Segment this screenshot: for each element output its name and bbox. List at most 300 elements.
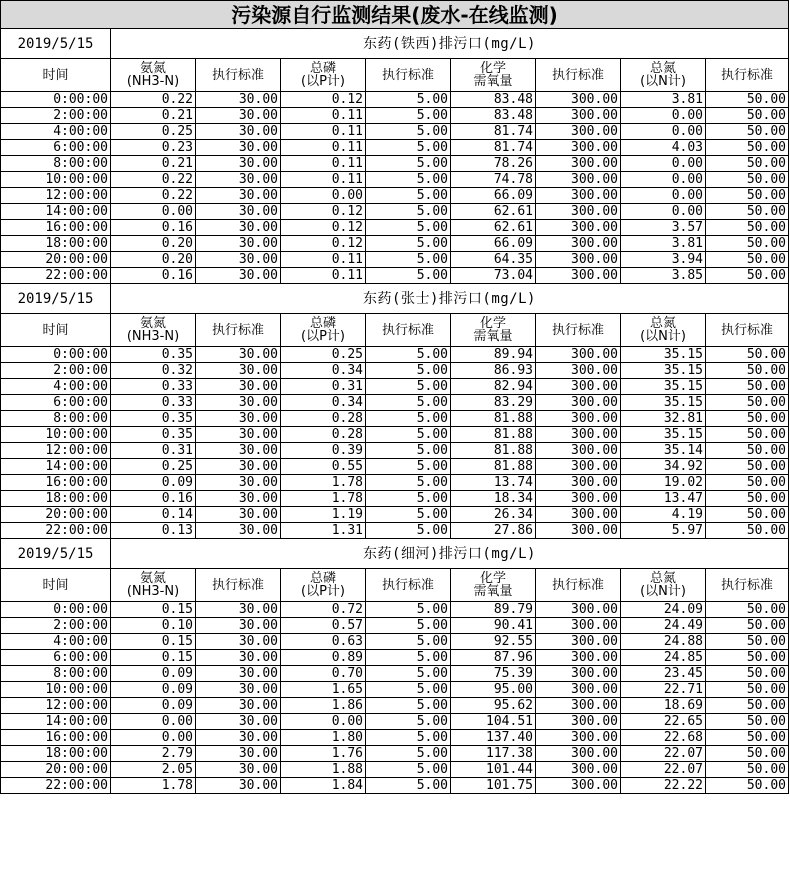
table-row bbox=[1, 363, 789, 379]
column-header bbox=[451, 314, 536, 347]
time-cell: 20:00:00 bbox=[1, 252, 111, 268]
value-cell: 0.09 bbox=[111, 666, 196, 682]
column-header-line1: 执行标准 bbox=[211, 322, 264, 338]
value-cell: 50.00 bbox=[706, 204, 789, 220]
value-cell: 1.78 bbox=[111, 778, 196, 794]
value-cell: 22.07 bbox=[621, 746, 706, 762]
value-cell: 5.00 bbox=[366, 108, 451, 124]
value-cell: 300.00 bbox=[536, 778, 621, 794]
value-cell: 300.00 bbox=[536, 698, 621, 714]
table-row bbox=[1, 459, 789, 475]
value-cell: 30.00 bbox=[196, 746, 281, 762]
table-row bbox=[1, 507, 789, 523]
column-header-row bbox=[1, 569, 789, 602]
value-cell: 0.22 bbox=[111, 92, 196, 108]
value-cell: 24.88 bbox=[621, 634, 706, 650]
value-cell: 0.00 bbox=[621, 188, 706, 204]
column-header-line1: 氨氮 bbox=[139, 61, 166, 76]
value-cell: 5.00 bbox=[366, 252, 451, 268]
value-cell: 50.00 bbox=[706, 252, 789, 268]
value-cell: 300.00 bbox=[536, 395, 621, 411]
value-cell: 0.09 bbox=[111, 475, 196, 491]
column-header bbox=[706, 569, 789, 602]
column-header-line1: 氨氮 bbox=[139, 571, 166, 586]
time-cell: 16:00:00 bbox=[1, 220, 111, 236]
time-cell: 16:00:00 bbox=[1, 475, 111, 491]
value-cell: 0.00 bbox=[281, 188, 366, 204]
table-row bbox=[1, 523, 789, 539]
value-cell: 117.38 bbox=[451, 746, 536, 762]
value-cell: 5.00 bbox=[366, 427, 451, 443]
table-row bbox=[1, 347, 789, 363]
column-header bbox=[451, 569, 536, 602]
value-cell: 5.00 bbox=[366, 236, 451, 252]
value-cell: 0.33 bbox=[111, 379, 196, 395]
section-date: 2019/5/15 bbox=[1, 284, 111, 314]
value-cell: 30.00 bbox=[196, 634, 281, 650]
value-cell: 50.00 bbox=[706, 762, 789, 778]
value-cell: 0.28 bbox=[281, 411, 366, 427]
value-cell: 90.41 bbox=[451, 618, 536, 634]
value-cell: 300.00 bbox=[536, 363, 621, 379]
value-cell: 30.00 bbox=[196, 778, 281, 794]
value-cell: 1.65 bbox=[281, 682, 366, 698]
column-header-line1: 执行标准 bbox=[720, 322, 773, 338]
value-cell: 30.00 bbox=[196, 730, 281, 746]
column-header bbox=[111, 314, 196, 347]
column-header-line1: 总氮 bbox=[649, 316, 676, 331]
value-cell: 1.19 bbox=[281, 507, 366, 523]
value-cell: 0.15 bbox=[111, 602, 196, 618]
value-cell: 30.00 bbox=[196, 762, 281, 778]
value-cell: 30.00 bbox=[196, 427, 281, 443]
value-cell: 1.80 bbox=[281, 730, 366, 746]
value-cell: 1.84 bbox=[281, 778, 366, 794]
value-cell: 300.00 bbox=[536, 666, 621, 682]
column-header-line1: 执行标准 bbox=[551, 577, 604, 593]
value-cell: 5.00 bbox=[366, 172, 451, 188]
table-row bbox=[1, 92, 789, 108]
column-header bbox=[706, 314, 789, 347]
value-cell: 0.16 bbox=[111, 220, 196, 236]
value-cell: 50.00 bbox=[706, 92, 789, 108]
value-cell: 0.10 bbox=[111, 618, 196, 634]
table-row bbox=[1, 252, 789, 268]
value-cell: 35.15 bbox=[621, 379, 706, 395]
section-header-row bbox=[1, 539, 789, 569]
value-cell: 19.02 bbox=[621, 475, 706, 491]
value-cell: 30.00 bbox=[196, 698, 281, 714]
value-cell: 0.13 bbox=[111, 523, 196, 539]
column-header bbox=[366, 569, 451, 602]
value-cell: 0.25 bbox=[111, 459, 196, 475]
value-cell: 22.68 bbox=[621, 730, 706, 746]
column-header bbox=[1, 569, 111, 602]
value-cell: 0.63 bbox=[281, 634, 366, 650]
value-cell: 13.47 bbox=[621, 491, 706, 507]
value-cell: 30.00 bbox=[196, 188, 281, 204]
column-header-line2: (以P计) bbox=[301, 329, 345, 344]
value-cell: 5.00 bbox=[366, 730, 451, 746]
section-outlet-title: 东药(铁西)排污口(mg/L) bbox=[111, 29, 789, 59]
value-cell: 35.15 bbox=[621, 395, 706, 411]
value-cell: 0.31 bbox=[111, 443, 196, 459]
value-cell: 5.00 bbox=[366, 634, 451, 650]
value-cell: 0.21 bbox=[111, 108, 196, 124]
value-cell: 1.78 bbox=[281, 491, 366, 507]
value-cell: 50.00 bbox=[706, 475, 789, 491]
value-cell: 81.74 bbox=[451, 124, 536, 140]
value-cell: 5.00 bbox=[366, 602, 451, 618]
table-row bbox=[1, 172, 789, 188]
value-cell: 4.03 bbox=[621, 140, 706, 156]
value-cell: 300.00 bbox=[536, 762, 621, 778]
table-row bbox=[1, 618, 789, 634]
value-cell: 4.19 bbox=[621, 507, 706, 523]
value-cell: 30.00 bbox=[196, 156, 281, 172]
table-row bbox=[1, 188, 789, 204]
column-header bbox=[196, 59, 281, 92]
value-cell: 300.00 bbox=[536, 172, 621, 188]
value-cell: 0.00 bbox=[621, 156, 706, 172]
time-cell: 12:00:00 bbox=[1, 188, 111, 204]
value-cell: 50.00 bbox=[706, 714, 789, 730]
value-cell: 30.00 bbox=[196, 682, 281, 698]
value-cell: 0.00 bbox=[621, 124, 706, 140]
value-cell: 0.25 bbox=[281, 347, 366, 363]
title-row bbox=[1, 1, 789, 29]
value-cell: 300.00 bbox=[536, 443, 621, 459]
time-cell: 16:00:00 bbox=[1, 730, 111, 746]
section-header-row bbox=[1, 29, 789, 59]
value-cell: 22.07 bbox=[621, 762, 706, 778]
time-cell: 18:00:00 bbox=[1, 746, 111, 762]
value-cell: 22.71 bbox=[621, 682, 706, 698]
column-header-line1: 化学 bbox=[479, 316, 506, 331]
column-header-line2: (以N计) bbox=[640, 584, 686, 599]
table-row bbox=[1, 236, 789, 252]
value-cell: 50.00 bbox=[706, 156, 789, 172]
value-cell: 2.05 bbox=[111, 762, 196, 778]
value-cell: 18.34 bbox=[451, 491, 536, 507]
value-cell: 26.34 bbox=[451, 507, 536, 523]
value-cell: 50.00 bbox=[706, 188, 789, 204]
table-row bbox=[1, 746, 789, 762]
value-cell: 0.57 bbox=[281, 618, 366, 634]
value-cell: 300.00 bbox=[536, 475, 621, 491]
value-cell: 32.81 bbox=[621, 411, 706, 427]
value-cell: 5.00 bbox=[366, 459, 451, 475]
column-header-row bbox=[1, 59, 789, 92]
value-cell: 22.22 bbox=[621, 778, 706, 794]
column-header bbox=[621, 59, 706, 92]
value-cell: 300.00 bbox=[536, 634, 621, 650]
time-cell: 4:00:00 bbox=[1, 379, 111, 395]
value-cell: 64.35 bbox=[451, 252, 536, 268]
value-cell: 137.40 bbox=[451, 730, 536, 746]
column-header-line1: 执行标准 bbox=[381, 577, 434, 593]
time-cell: 22:00:00 bbox=[1, 523, 111, 539]
value-cell: 300.00 bbox=[536, 682, 621, 698]
value-cell: 5.00 bbox=[366, 443, 451, 459]
value-cell: 30.00 bbox=[196, 268, 281, 284]
value-cell: 30.00 bbox=[196, 92, 281, 108]
time-cell: 10:00:00 bbox=[1, 172, 111, 188]
value-cell: 30.00 bbox=[196, 379, 281, 395]
value-cell: 300.00 bbox=[536, 411, 621, 427]
value-cell: 50.00 bbox=[706, 395, 789, 411]
table-row bbox=[1, 204, 789, 220]
value-cell: 83.48 bbox=[451, 108, 536, 124]
value-cell: 30.00 bbox=[196, 602, 281, 618]
time-cell: 6:00:00 bbox=[1, 650, 111, 666]
value-cell: 5.00 bbox=[366, 347, 451, 363]
value-cell: 0.11 bbox=[281, 156, 366, 172]
value-cell: 89.79 bbox=[451, 602, 536, 618]
value-cell: 5.00 bbox=[366, 204, 451, 220]
value-cell: 300.00 bbox=[536, 92, 621, 108]
value-cell: 81.88 bbox=[451, 411, 536, 427]
value-cell: 3.94 bbox=[621, 252, 706, 268]
value-cell: 50.00 bbox=[706, 140, 789, 156]
value-cell: 1.78 bbox=[281, 475, 366, 491]
table-body bbox=[1, 1, 789, 794]
value-cell: 300.00 bbox=[536, 188, 621, 204]
value-cell: 300.00 bbox=[536, 108, 621, 124]
value-cell: 0.11 bbox=[281, 108, 366, 124]
value-cell: 92.55 bbox=[451, 634, 536, 650]
value-cell: 30.00 bbox=[196, 236, 281, 252]
value-cell: 30.00 bbox=[196, 140, 281, 156]
value-cell: 0.23 bbox=[111, 140, 196, 156]
value-cell: 24.49 bbox=[621, 618, 706, 634]
table-row bbox=[1, 156, 789, 172]
column-header bbox=[111, 569, 196, 602]
column-header-line2: (以P计) bbox=[301, 74, 345, 89]
value-cell: 89.94 bbox=[451, 347, 536, 363]
value-cell: 23.45 bbox=[621, 666, 706, 682]
column-header-line1: 总氮 bbox=[649, 61, 676, 76]
time-cell: 4:00:00 bbox=[1, 634, 111, 650]
value-cell: 300.00 bbox=[536, 507, 621, 523]
value-cell: 0.11 bbox=[281, 172, 366, 188]
value-cell: 5.00 bbox=[366, 92, 451, 108]
time-cell: 6:00:00 bbox=[1, 140, 111, 156]
column-header-line1: 执行标准 bbox=[720, 577, 773, 593]
time-cell: 12:00:00 bbox=[1, 443, 111, 459]
value-cell: 50.00 bbox=[706, 650, 789, 666]
time-cell: 22:00:00 bbox=[1, 778, 111, 794]
value-cell: 81.74 bbox=[451, 140, 536, 156]
table-row bbox=[1, 124, 789, 140]
value-cell: 50.00 bbox=[706, 172, 789, 188]
time-cell: 18:00:00 bbox=[1, 491, 111, 507]
value-cell: 300.00 bbox=[536, 730, 621, 746]
value-cell: 30.00 bbox=[196, 491, 281, 507]
value-cell: 0.25 bbox=[111, 124, 196, 140]
value-cell: 30.00 bbox=[196, 618, 281, 634]
column-header-line1: 氨氮 bbox=[139, 316, 166, 331]
value-cell: 0.15 bbox=[111, 634, 196, 650]
column-header-line1: 化学 bbox=[479, 61, 506, 76]
value-cell: 300.00 bbox=[536, 156, 621, 172]
column-header-line1: 总磷 bbox=[309, 61, 336, 76]
table-row bbox=[1, 220, 789, 236]
value-cell: 300.00 bbox=[536, 379, 621, 395]
time-cell: 6:00:00 bbox=[1, 395, 111, 411]
section-outlet-title: 东药(细河)排污口(mg/L) bbox=[111, 539, 789, 569]
table-row bbox=[1, 762, 789, 778]
value-cell: 5.00 bbox=[366, 778, 451, 794]
column-header bbox=[1, 314, 111, 347]
value-cell: 50.00 bbox=[706, 427, 789, 443]
value-cell: 50.00 bbox=[706, 347, 789, 363]
value-cell: 18.69 bbox=[621, 698, 706, 714]
value-cell: 300.00 bbox=[536, 523, 621, 539]
value-cell: 300.00 bbox=[536, 252, 621, 268]
column-header-line1: 执行标准 bbox=[381, 67, 434, 83]
value-cell: 5.00 bbox=[366, 746, 451, 762]
table-row bbox=[1, 108, 789, 124]
value-cell: 300.00 bbox=[536, 347, 621, 363]
column-header bbox=[536, 569, 621, 602]
value-cell: 300.00 bbox=[536, 746, 621, 762]
column-header-line2: (NH3-N) bbox=[126, 74, 180, 89]
value-cell: 0.21 bbox=[111, 156, 196, 172]
value-cell: 5.00 bbox=[366, 762, 451, 778]
value-cell: 300.00 bbox=[536, 459, 621, 475]
value-cell: 50.00 bbox=[706, 268, 789, 284]
time-cell: 10:00:00 bbox=[1, 427, 111, 443]
column-header-line1: 化学 bbox=[479, 571, 506, 586]
value-cell: 0.12 bbox=[281, 204, 366, 220]
table-row bbox=[1, 778, 789, 794]
value-cell: 300.00 bbox=[536, 268, 621, 284]
value-cell: 50.00 bbox=[706, 523, 789, 539]
value-cell: 30.00 bbox=[196, 459, 281, 475]
column-header bbox=[196, 569, 281, 602]
value-cell: 0.20 bbox=[111, 236, 196, 252]
value-cell: 62.61 bbox=[451, 204, 536, 220]
value-cell: 95.00 bbox=[451, 682, 536, 698]
section-outlet-title: 东药(张士)排污口(mg/L) bbox=[111, 284, 789, 314]
value-cell: 1.31 bbox=[281, 523, 366, 539]
time-cell: 20:00:00 bbox=[1, 762, 111, 778]
value-cell: 0.11 bbox=[281, 124, 366, 140]
value-cell: 300.00 bbox=[536, 427, 621, 443]
value-cell: 0.11 bbox=[281, 140, 366, 156]
table-row bbox=[1, 634, 789, 650]
value-cell: 50.00 bbox=[706, 602, 789, 618]
time-cell: 14:00:00 bbox=[1, 714, 111, 730]
time-cell: 10:00:00 bbox=[1, 682, 111, 698]
table-row bbox=[1, 427, 789, 443]
value-cell: 75.39 bbox=[451, 666, 536, 682]
value-cell: 50.00 bbox=[706, 220, 789, 236]
column-header bbox=[366, 314, 451, 347]
column-header-line1: 总磷 bbox=[309, 571, 336, 586]
value-cell: 30.00 bbox=[196, 252, 281, 268]
time-cell: 2:00:00 bbox=[1, 363, 111, 379]
value-cell: 5.00 bbox=[366, 395, 451, 411]
value-cell: 0.28 bbox=[281, 427, 366, 443]
value-cell: 87.96 bbox=[451, 650, 536, 666]
value-cell: 0.20 bbox=[111, 252, 196, 268]
time-cell: 2:00:00 bbox=[1, 618, 111, 634]
value-cell: 0.34 bbox=[281, 363, 366, 379]
value-cell: 300.00 bbox=[536, 714, 621, 730]
value-cell: 300.00 bbox=[536, 236, 621, 252]
value-cell: 50.00 bbox=[706, 666, 789, 682]
value-cell: 30.00 bbox=[196, 507, 281, 523]
table-row bbox=[1, 682, 789, 698]
value-cell: 0.31 bbox=[281, 379, 366, 395]
value-cell: 5.00 bbox=[366, 698, 451, 714]
value-cell: 5.00 bbox=[366, 124, 451, 140]
table-row bbox=[1, 491, 789, 507]
table-row bbox=[1, 411, 789, 427]
value-cell: 50.00 bbox=[706, 363, 789, 379]
value-cell: 30.00 bbox=[196, 108, 281, 124]
column-header bbox=[281, 314, 366, 347]
column-header-line1: 执行标准 bbox=[551, 67, 604, 83]
value-cell: 50.00 bbox=[706, 411, 789, 427]
value-cell: 81.88 bbox=[451, 459, 536, 475]
time-cell: 2:00:00 bbox=[1, 108, 111, 124]
value-cell: 0.00 bbox=[111, 730, 196, 746]
value-cell: 50.00 bbox=[706, 634, 789, 650]
time-cell: 12:00:00 bbox=[1, 698, 111, 714]
value-cell: 5.97 bbox=[621, 523, 706, 539]
column-header-line1: 总氮 bbox=[649, 571, 676, 586]
column-header bbox=[1, 59, 111, 92]
table-row bbox=[1, 666, 789, 682]
section-date: 2019/5/15 bbox=[1, 539, 111, 569]
value-cell: 0.16 bbox=[111, 491, 196, 507]
column-header bbox=[451, 59, 536, 92]
value-cell: 300.00 bbox=[536, 618, 621, 634]
table-row bbox=[1, 730, 789, 746]
time-cell: 20:00:00 bbox=[1, 507, 111, 523]
value-cell: 0.00 bbox=[621, 204, 706, 220]
value-cell: 300.00 bbox=[536, 140, 621, 156]
value-cell: 0.32 bbox=[111, 363, 196, 379]
column-header-line1: 执行标准 bbox=[551, 322, 604, 338]
value-cell: 0.14 bbox=[111, 507, 196, 523]
value-cell: 0.22 bbox=[111, 172, 196, 188]
value-cell: 50.00 bbox=[706, 236, 789, 252]
value-cell: 0.33 bbox=[111, 395, 196, 411]
value-cell: 5.00 bbox=[366, 188, 451, 204]
column-header-row bbox=[1, 314, 789, 347]
time-cell: 0:00:00 bbox=[1, 602, 111, 618]
value-cell: 50.00 bbox=[706, 618, 789, 634]
column-header-line1: 时间 bbox=[42, 577, 69, 593]
value-cell: 5.00 bbox=[366, 650, 451, 666]
value-cell: 0.16 bbox=[111, 268, 196, 284]
value-cell: 24.85 bbox=[621, 650, 706, 666]
value-cell: 0.12 bbox=[281, 236, 366, 252]
value-cell: 0.55 bbox=[281, 459, 366, 475]
value-cell: 5.00 bbox=[366, 507, 451, 523]
value-cell: 5.00 bbox=[366, 491, 451, 507]
value-cell: 3.81 bbox=[621, 92, 706, 108]
value-cell: 0.89 bbox=[281, 650, 366, 666]
value-cell: 5.00 bbox=[366, 714, 451, 730]
value-cell: 50.00 bbox=[706, 108, 789, 124]
table-row bbox=[1, 379, 789, 395]
value-cell: 35.15 bbox=[621, 363, 706, 379]
